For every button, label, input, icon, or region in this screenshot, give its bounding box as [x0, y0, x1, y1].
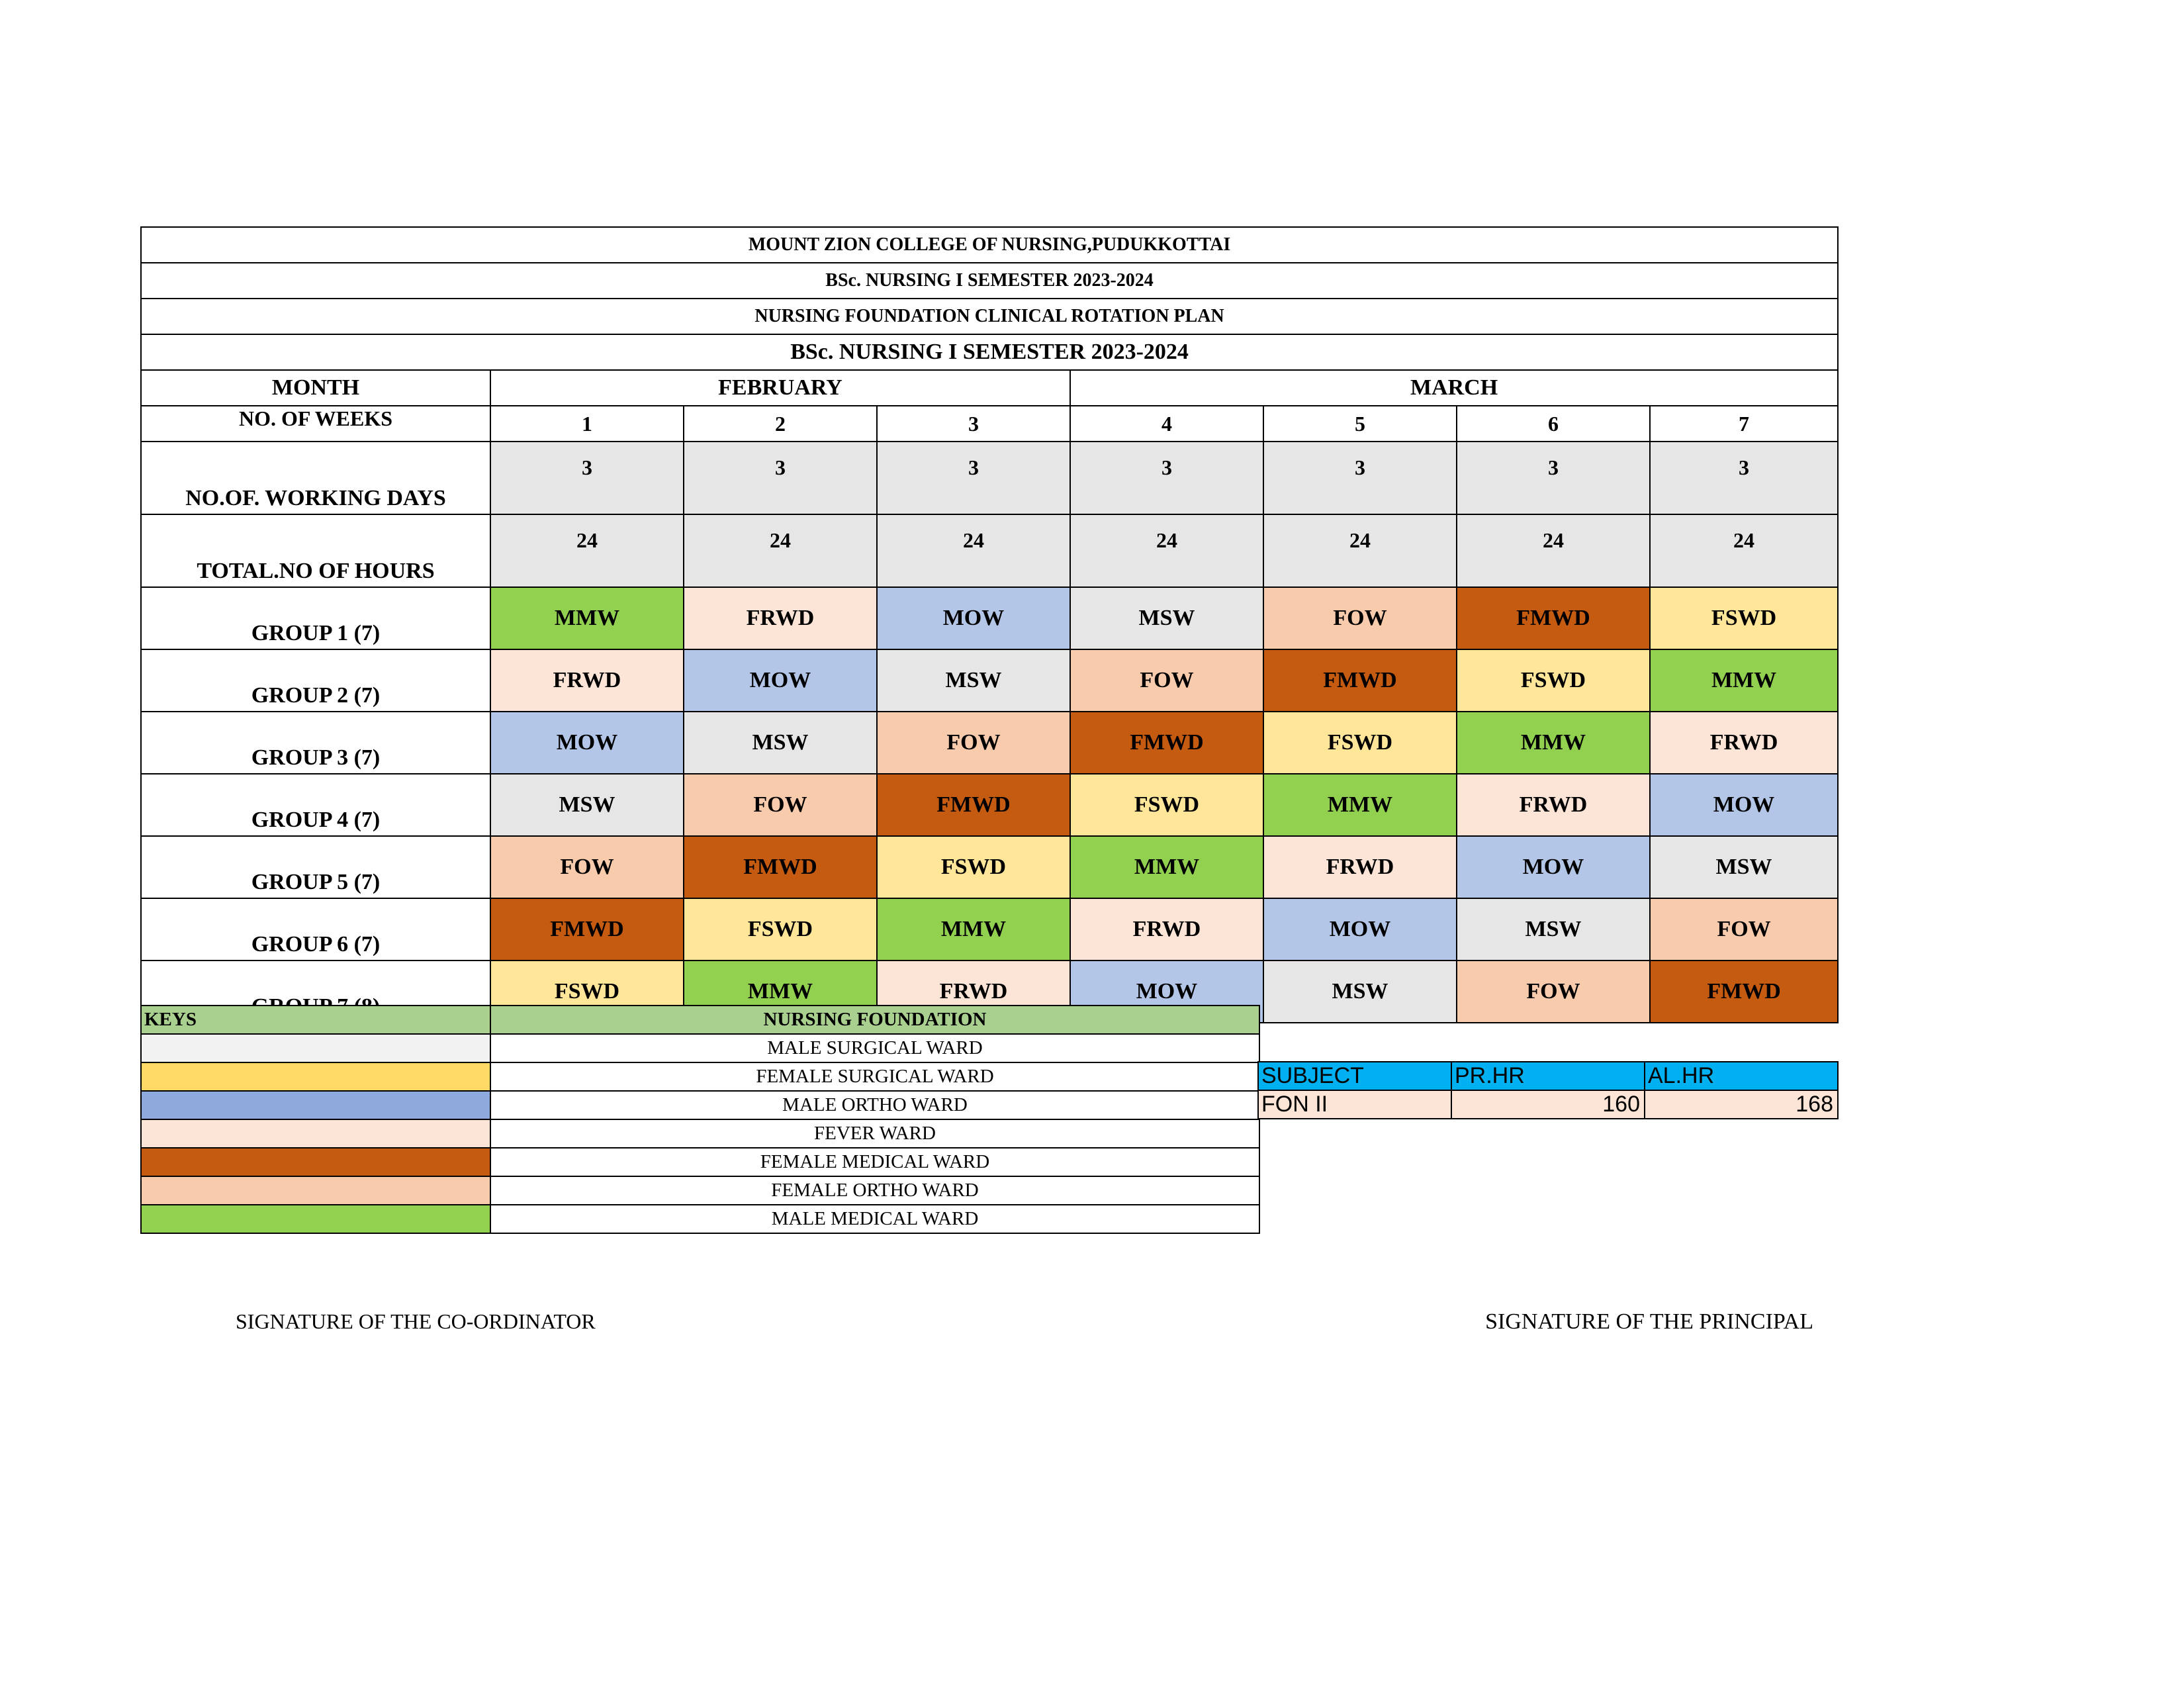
ward-cell: FOW — [1457, 961, 1650, 1023]
key-row — [141, 1205, 1259, 1233]
key-color-swatch — [141, 1034, 490, 1062]
group-label: GROUP 4 (7) — [141, 774, 490, 836]
ward-cell: FSWD — [877, 836, 1070, 898]
key-row — [141, 1062, 1259, 1091]
key-ward-name: MALE MEDICAL WARD — [490, 1205, 1259, 1233]
ward-cell: FRWD — [1070, 898, 1263, 961]
ward-cell: FOW — [877, 712, 1070, 774]
weeks-label: NO. OF WEEKS — [141, 406, 490, 442]
ward-cell: MSW — [490, 774, 684, 836]
key-color-swatch — [141, 1062, 490, 1091]
key-color-swatch — [141, 1119, 490, 1148]
hours-value: 24 — [1650, 514, 1838, 587]
hours-value: 24 — [490, 514, 684, 587]
group-label: GROUP 3 (7) — [141, 712, 490, 774]
group-label: GROUP 2 (7) — [141, 649, 490, 712]
ward-cell: FMWD — [1650, 961, 1838, 1023]
ward-cell: FMWD — [877, 774, 1070, 836]
key-color-swatch — [141, 1148, 490, 1176]
ward-cell: MSW — [1070, 587, 1263, 649]
ward-cell: MMW — [490, 587, 684, 649]
group-row — [141, 587, 1838, 649]
key-row — [141, 1176, 1259, 1205]
week-number: 5 — [1263, 406, 1457, 442]
ward-cell: FRWD — [877, 961, 1070, 1023]
pr-hr-value: 160 — [1451, 1090, 1645, 1119]
ward-cell: FRWD — [490, 649, 684, 712]
ward-cell: FMWD — [684, 836, 877, 898]
hours-value: 24 — [684, 514, 877, 587]
ward-cell: MMW — [1263, 774, 1457, 836]
ward-cell: MMW — [684, 961, 877, 1023]
working-days-value: 3 — [877, 442, 1070, 514]
hours-value: 24 — [1070, 514, 1263, 587]
ward-cell: FOW — [1263, 587, 1457, 649]
groups-body — [141, 587, 1838, 1023]
hours-value: 24 — [877, 514, 1070, 587]
key-row — [141, 1148, 1259, 1176]
key-color-swatch — [141, 1091, 490, 1119]
working-days-value: 3 — [1070, 442, 1263, 514]
hours-value: 24 — [1457, 514, 1650, 587]
ward-cell: MMW — [1070, 836, 1263, 898]
week-number: 7 — [1650, 406, 1838, 442]
ward-cell: FRWD — [684, 587, 877, 649]
ward-cell: MOW — [1263, 898, 1457, 961]
group-label: GROUP 1 (7) — [141, 587, 490, 649]
key-ward-name: FEMALE ORTHO WARD — [490, 1176, 1259, 1205]
group-row — [141, 712, 1838, 774]
ward-cell: FMWD — [1263, 649, 1457, 712]
ward-cell: FOW — [1070, 649, 1263, 712]
keys-label: KEYS — [141, 1006, 490, 1034]
key-ward-name: FEMALE MEDICAL WARD — [490, 1148, 1259, 1176]
ward-cell: FOW — [684, 774, 877, 836]
group-row — [141, 649, 1838, 712]
ward-cell: MOW — [490, 712, 684, 774]
group-row — [141, 836, 1838, 898]
ward-cell: MOW — [877, 587, 1070, 649]
group-label: GROUP 6 (7) — [141, 898, 490, 961]
month-march: MARCH — [1070, 370, 1838, 406]
key-ward-name: FEVER WARD — [490, 1119, 1259, 1148]
ward-cell: MSW — [1457, 898, 1650, 961]
key-row — [141, 1119, 1259, 1148]
plan-title: NURSING FOUNDATION CLINICAL ROTATION PLAN — [141, 299, 1838, 334]
ward-cell: MOW — [1457, 836, 1650, 898]
working-days-value: 3 — [1650, 442, 1838, 514]
ward-cell: MOW — [684, 649, 877, 712]
key-row — [141, 1091, 1259, 1119]
hours-label: TOTAL.NO OF HOURS — [141, 514, 490, 587]
key-ward-name: MALE ORTHO WARD — [490, 1091, 1259, 1119]
ward-cell: MSW — [1650, 836, 1838, 898]
ward-cell: FOW — [490, 836, 684, 898]
principal-signature-label: SIGNATURE OF THE PRINCIPAL — [1485, 1309, 1813, 1334]
al-hr-header: AL.HR — [1645, 1062, 1838, 1090]
working-days-value: 3 — [684, 442, 877, 514]
ward-cell: FRWD — [1457, 774, 1650, 836]
pr-hr-header: PR.HR — [1451, 1062, 1645, 1090]
al-hr-value: 168 — [1645, 1090, 1838, 1119]
keys-table — [140, 1005, 1260, 1234]
week-number: 1 — [490, 406, 684, 442]
rotation-plan-table — [140, 226, 1839, 1023]
ward-cell: FSWD — [1650, 587, 1838, 649]
subject-value: FON II — [1258, 1090, 1451, 1119]
ward-cell: FRWD — [1263, 836, 1457, 898]
week-number: 2 — [684, 406, 877, 442]
ward-cell: MOW — [1650, 774, 1838, 836]
ward-cell: FSWD — [1457, 649, 1650, 712]
group-row — [141, 898, 1838, 961]
key-row — [141, 1034, 1259, 1062]
ward-cell: MOW — [1070, 961, 1263, 1023]
ward-cell: MMW — [877, 898, 1070, 961]
working-days-value: 3 — [1457, 442, 1650, 514]
key-ward-name: FEMALE SURGICAL WARD — [490, 1062, 1259, 1091]
ward-cell: MSW — [1263, 961, 1457, 1023]
keys-heading: NURSING FOUNDATION — [490, 1006, 1259, 1034]
subject-hours-table — [1257, 1061, 1839, 1119]
month-label: MONTH — [141, 370, 490, 406]
subject-header: SUBJECT — [1258, 1062, 1451, 1090]
week-number: 4 — [1070, 406, 1263, 442]
key-color-swatch — [141, 1205, 490, 1233]
college-title: MOUNT ZION COLLEGE OF NURSING,PUDUKKOTTAI — [141, 227, 1838, 263]
group-label: GROUP 5 (7) — [141, 836, 490, 898]
ward-cell: FSWD — [684, 898, 877, 961]
hours-value: 24 — [1263, 514, 1457, 587]
ward-cell: FSWD — [1070, 774, 1263, 836]
ward-cell: FSWD — [1263, 712, 1457, 774]
ward-cell: MSW — [877, 649, 1070, 712]
working-days-value: 3 — [1263, 442, 1457, 514]
key-color-swatch — [141, 1176, 490, 1205]
ward-cell: MSW — [684, 712, 877, 774]
week-number: 6 — [1457, 406, 1650, 442]
key-ward-name: MALE SURGICAL WARD — [490, 1034, 1259, 1062]
working-days-value: 3 — [490, 442, 684, 514]
week-number: 3 — [877, 406, 1070, 442]
ward-cell: FMWD — [490, 898, 684, 961]
course-title: BSc. NURSING I SEMESTER 2023-2024 — [141, 263, 1838, 299]
ward-cell: FMWD — [1070, 712, 1263, 774]
ward-cell: MMW — [1457, 712, 1650, 774]
ward-cell: FMWD — [1457, 587, 1650, 649]
month-february: FEBRUARY — [490, 370, 1070, 406]
coordinator-signature-label: SIGNATURE OF THE CO-ORDINATOR — [236, 1309, 596, 1333]
working-days-label: NO.OF. WORKING DAYS — [141, 442, 490, 514]
group-row — [141, 774, 1838, 836]
ward-cell: FOW — [1650, 898, 1838, 961]
ward-cell: FSWD — [490, 961, 684, 1023]
course-subtitle: BSc. NURSING I SEMESTER 2023-2024 — [141, 334, 1838, 370]
ward-cell: FRWD — [1650, 712, 1838, 774]
ward-cell: MMW — [1650, 649, 1838, 712]
